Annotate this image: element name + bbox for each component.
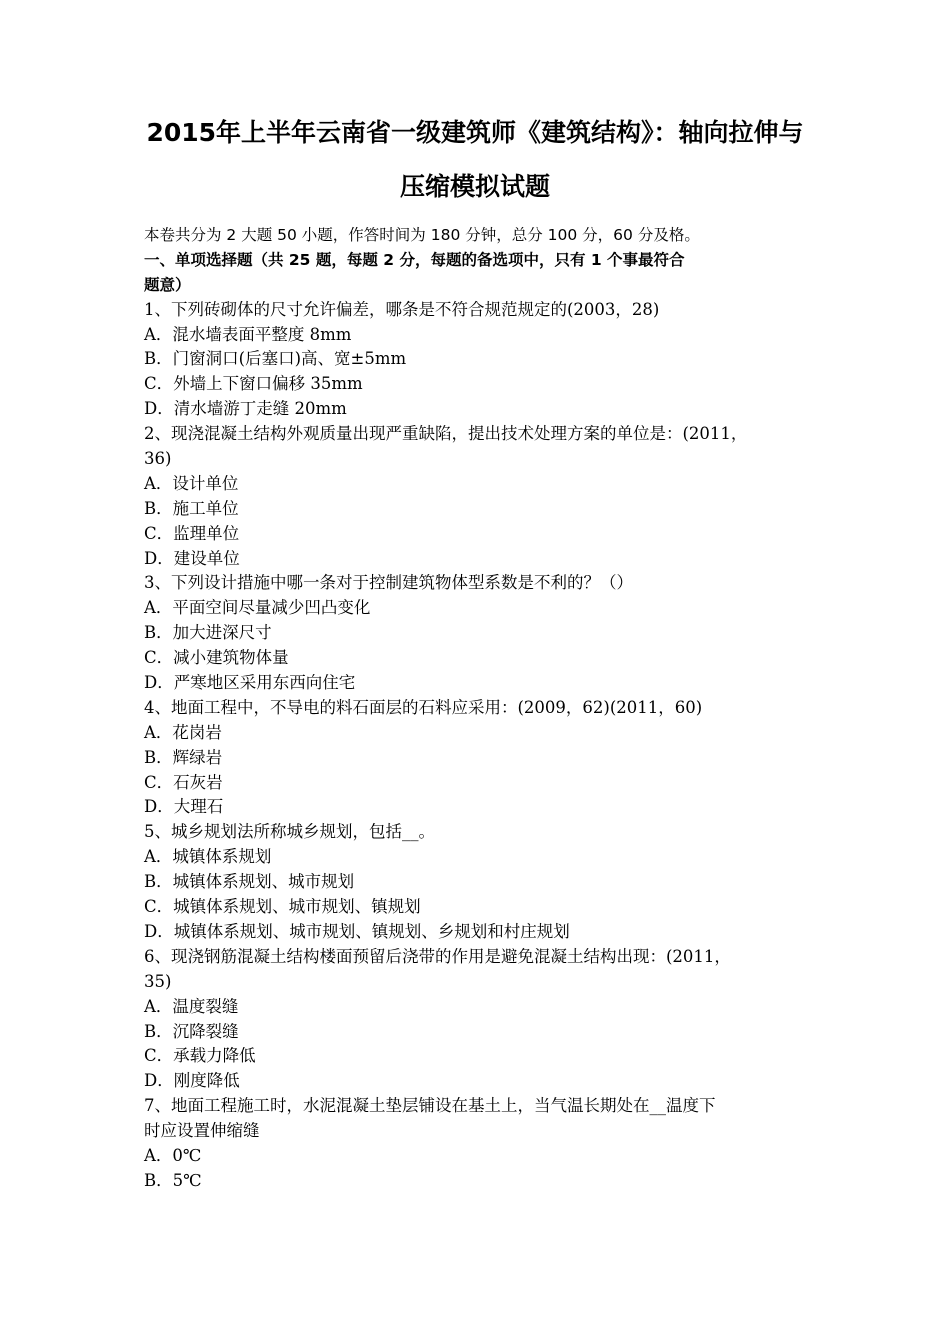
answer-option: A．花岗岩	[144, 722, 222, 742]
section-heading-line-1: 一、单项选择题（共 25 题，每题 2 分，每题的备选项中，只有 1 个事最符合	[144, 250, 685, 269]
answer-option: A．平面空间尽量减少凹凸变化	[144, 598, 371, 618]
answer-option: A．混水墙表面平整度 8mm	[144, 324, 352, 344]
answer-option: D．刚度降低	[144, 1071, 240, 1091]
section-heading-line-2: 题意）	[144, 275, 191, 294]
question-item	[144, 1094, 814, 1194]
question-item	[144, 298, 814, 422]
question-text: 2、现浇混凝土结构外观质量出现严重缺陷，提出技术处理方案的单位是：(2011，	[144, 424, 748, 444]
answer-option: D．严寒地区采用东西向住宅	[144, 673, 356, 693]
document-title-line-2: 压缩模拟试题	[399, 172, 550, 201]
document-title-line-1: 2015年上半年云南省一级建筑师《建筑结构》：轴向拉伸与	[146, 118, 804, 147]
answer-option: C．石灰岩	[144, 772, 223, 792]
answer-option: B．沉降裂缝	[144, 1021, 239, 1041]
answer-option: B．辉绿岩	[144, 747, 223, 767]
answer-option: B．城镇体系规划、城市规划	[144, 872, 355, 892]
question-text: 35)	[144, 971, 172, 991]
answer-option: D．建设单位	[144, 548, 240, 568]
question-text: 4、地面工程中，不导电的料石面层的石料应采用：(2009，62)(2011，60)	[144, 697, 703, 717]
answer-option: D．清水墙游丁走缝 20mm	[144, 399, 347, 419]
answer-option: A．设计单位	[144, 473, 239, 493]
answer-option: C．城镇体系规划、城市规划、镇规划	[144, 897, 421, 917]
answer-option: C．承载力降低	[144, 1046, 256, 1066]
answer-option: B．施工单位	[144, 498, 239, 518]
question-item	[144, 422, 814, 571]
question-text: 时应设置伸缩缝	[144, 1121, 260, 1141]
answer-option: D．大理石	[144, 797, 224, 817]
question-text: 6、现浇钢筋混凝土结构楼面预留后浇带的作用是避免混凝土结构出现：(2011，	[144, 946, 731, 966]
question-text: 1、下列砖砌体的尺寸允许偏差，哪条是不符合规范规定的(2003，28)	[144, 299, 660, 319]
question-item	[144, 820, 814, 944]
answer-option: B．5℃	[144, 1170, 202, 1190]
answer-option: B．加大进深尺寸	[144, 623, 272, 643]
question-list	[144, 298, 814, 1194]
document-body	[144, 223, 814, 1194]
question-text: 36)	[144, 449, 172, 469]
answer-option: C．外墙上下窗口偏移 35mm	[144, 374, 363, 394]
answer-option: A．0℃	[144, 1145, 202, 1165]
question-item	[144, 696, 814, 820]
question-text: 3、下列设计措施中哪一条对于控制建筑物体型系数是不利的？（）	[144, 573, 633, 593]
answer-option: B．门窗洞口(后塞口)高、宽±5mm	[144, 349, 407, 369]
question-text: 5、城乡规划法所称城乡规划，包括__。	[144, 822, 435, 842]
exam-intro: 本卷共分为 2 大题 50 小题，作答时间为 180 分钟，总分 100 分，60 分及格。	[144, 226, 700, 244]
answer-option: C．减小建筑物体量	[144, 648, 289, 668]
question-item	[144, 945, 814, 1094]
answer-option: A．温度裂缝	[144, 996, 239, 1016]
question-text: 7、地面工程施工时，水泥混凝土垫层铺设在基土上，当气温长期处在__温度下	[144, 1096, 716, 1116]
answer-option: A．城镇体系规划	[144, 847, 272, 867]
question-item	[144, 571, 814, 695]
answer-option: C．监理单位	[144, 523, 240, 543]
answer-option: D．城镇体系规划、城市规划、镇规划、乡规划和村庄规划	[144, 921, 570, 941]
